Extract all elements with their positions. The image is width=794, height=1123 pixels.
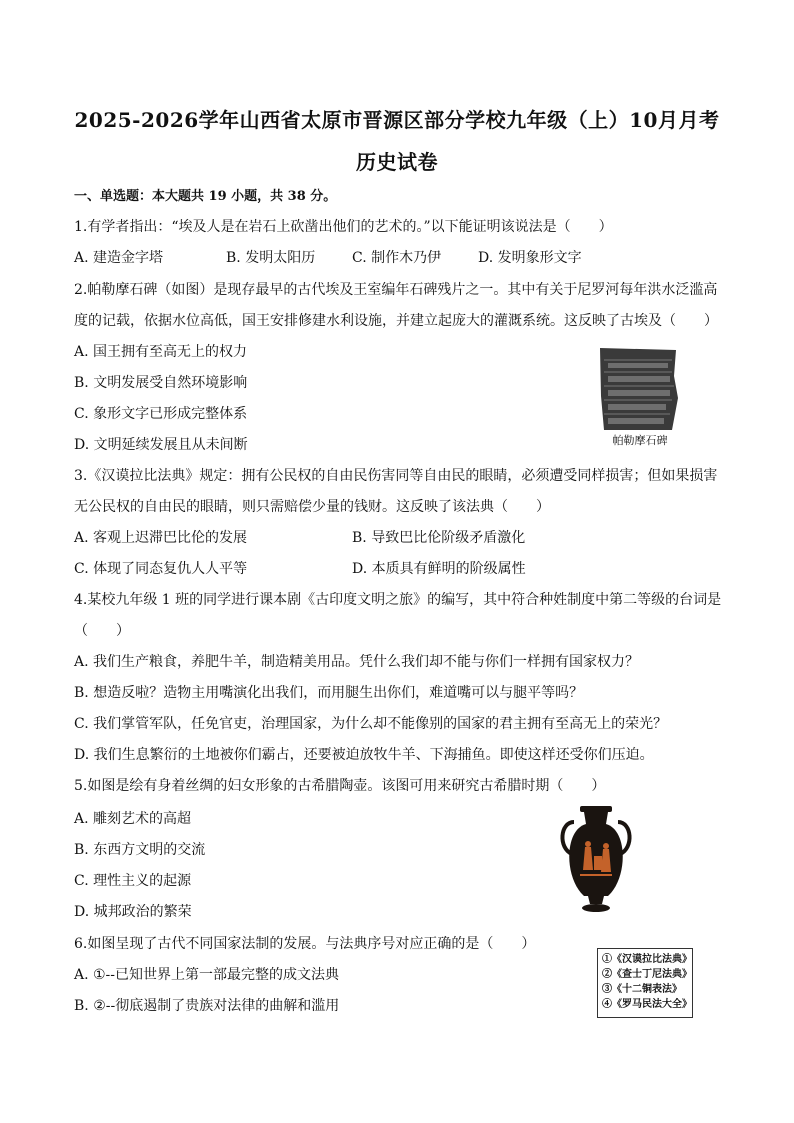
law-code-item-1: ①《汉谟拉比法典》 [602,954,692,965]
q1-option-c[interactable]: C. 制作木乃伊 [352,250,442,266]
q4-option-b[interactable]: B. 想造反啦？造物主用嘴演化出我们，而用腿生出你们，难道嘴可以与腿平等吗？ [74,685,584,701]
question-5-stem: 5.如图是绘有身着丝绸的妇女形象的古希腊陶壶。该图可用来研究古希腊时期（ ） [74,778,606,794]
q3-option-a[interactable]: A. 客观上迟滞巴比伦的发展 [74,530,248,546]
question-3-stem-line2: 无公民权的自由民的眼睛，则只需赔偿少量的钱财。这反映了该法典（ ） [74,499,550,515]
q1-option-a[interactable]: A. 建造金字塔 [74,250,164,266]
question-2-stem-line2: 度的记载，依据水位高低，国王安排修建水利设施，并建立起庞大的灌溉系统。这反映了古埃及（ ） [74,313,718,329]
q1-option-b[interactable]: B. 发明太阳历 [226,250,316,266]
question-4-stem-line2: （ ） [74,623,130,639]
palermo-stone-image [598,346,680,432]
question-4-stem-line1: 4.某校九年级 1 班的同学进行课本剧《古印度文明之旅》的编写，其中符合种姓制度中第二等级的台词是 [74,592,722,608]
greek-vase-image [556,800,636,920]
q5-option-c[interactable]: C. 理性主义的起源 [74,873,192,889]
palermo-stone-caption: 帕勒摩石碑 [612,434,668,447]
q5-option-d[interactable]: D. 城邦政治的繁荣 [74,904,192,920]
page-title-line2: 历史试卷 [356,150,438,174]
q6-option-a[interactable]: A. ①--已知世界上第一部最完整的成文法典 [74,967,340,983]
question-3-stem-line1: 3.《汉谟拉比法典》规定：拥有公民权的自由民伤害同等自由民的眼睛，必须遭受同样损害；但如果损害 [74,468,718,484]
question-6-stem: 6.如图呈现了古代不同国家法制的发展。与法典序号对应正确的是（ ） [74,936,536,952]
q3-option-b[interactable]: B. 导致巴比伦阶级矛盾激化 [352,530,526,546]
q2-option-a[interactable]: A. 国王拥有至高无上的权力 [74,344,248,360]
law-code-list-figure [597,948,693,1018]
question-2-stem-line1: 2.帕勒摩石碑（如图）是现存最早的古代埃及王室编年石碑残片之一。其中有关于尼罗河每年洪水泛滥高 [74,282,718,298]
law-code-item-2: ②《查士丁尼法典》 [602,969,692,980]
q2-option-c[interactable]: C. 象形文字已形成完整体系 [74,406,248,422]
question-1-stem: 1.有学者指出：“埃及人是在岩石上砍凿出他们的艺术的。”以下能证明该说法是（ ） [74,219,613,235]
q5-option-a[interactable]: A. 雕刻艺术的高超 [74,811,192,827]
law-code-item-4: ④《罗马民法大全》 [602,999,692,1010]
q4-option-d[interactable]: D. 我们生息繁衍的土地被你们霸占，还要被迫放牧牛羊、下海捕鱼。即使这样还受你们压迫。 [74,747,654,763]
q4-option-c[interactable]: C. 我们掌管军队，任免官吏，治理国家，为什么却不能像别的国家的君主拥有至高无上的荣光？ [74,716,668,732]
q3-option-c[interactable]: C. 体现了同态复仇人人平等 [74,561,248,577]
q3-option-d[interactable]: D. 本质具有鲜明的阶级属性 [352,561,526,577]
q2-option-d[interactable]: D. 文明延续发展且从未间断 [74,437,248,453]
page-title-line1: 2025-2026学年山西省太原市晋源区部分学校九年级（上）10月月考 [74,108,720,132]
q4-option-a[interactable]: A. 我们生产粮食，养肥牛羊，制造精美用品。凭什么我们却不能与你们一样拥有国家权力？ [74,654,640,670]
q6-option-b[interactable]: B. ②--彻底遏制了贵族对法律的曲解和滥用 [74,998,340,1014]
q2-option-b[interactable]: B. 文明发展受自然环境影响 [74,375,248,391]
q5-option-b[interactable]: B. 东西方文明的交流 [74,842,206,858]
section-heading: 一、单选题：本大题共 19 小题，共 38 分。 [74,189,337,204]
q1-option-d[interactable]: D. 发明象形文字 [478,250,582,266]
law-code-item-3: ③《十二铜表法》 [602,984,682,995]
